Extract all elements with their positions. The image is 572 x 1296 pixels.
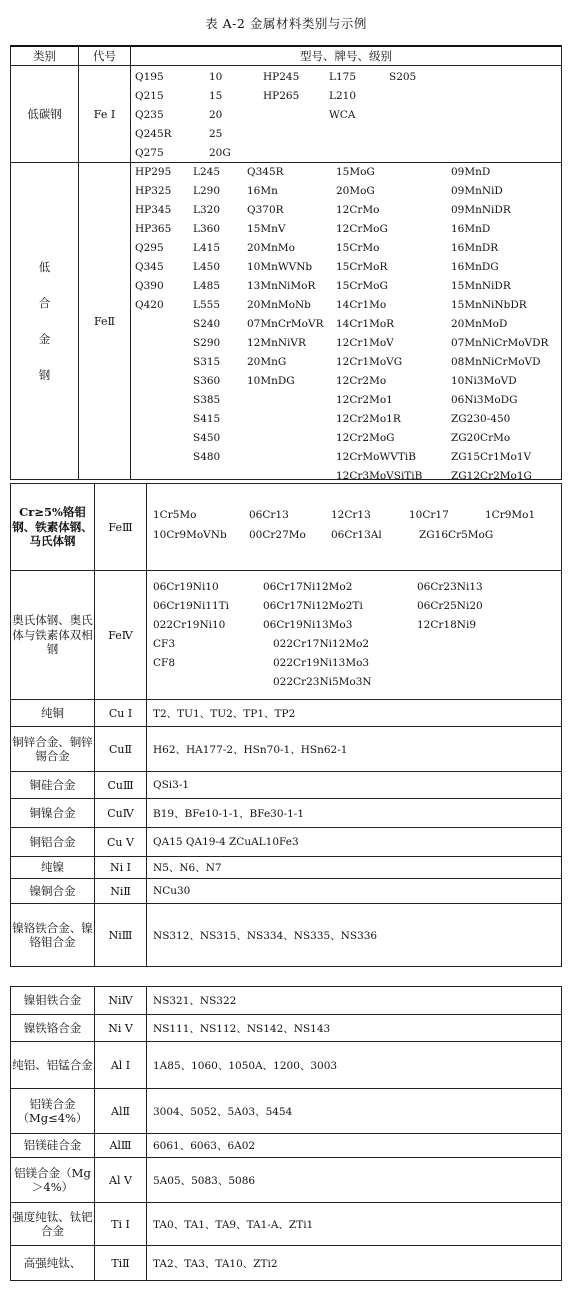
header-grades: 型号、牌号、级别 [131,46,562,66]
grades-cell [147,571,562,700]
grades-cell: QA15 QA19-4 ZCuAL10Fe3 [147,828,562,857]
grade-list: 06Cr23Ni13 06Cr25Ni20 12Cr18Ni9 [417,581,483,631]
grade-item: 12Cr13 [331,509,371,521]
table-row-fe3 [11,484,562,571]
code-cell: FeⅢ [95,484,147,571]
grade-item: 1Cr9Mo1 [485,509,536,521]
grade-item: 06Cr13 [249,509,289,521]
header-code: 代号 [79,46,131,66]
code-cell: FeⅣ [95,571,147,700]
code-cell: FeⅡ [79,163,131,480]
table-row: 铜硅合金 CuⅢ QSi3-1 [11,772,562,799]
grade-item: 10Cr17 [409,509,449,521]
grade-item: 00Cr27Mo [249,529,306,541]
table-caption: 表 A-2 金属材料类别与示例 [205,16,367,31]
grades-cell: 5A05、5083、5086 [147,1158,562,1203]
grades-cell [131,66,562,163]
table-row: 铝镁合金（Mg＞4%） Al Ⅴ 5A05、5083、5086 [11,1158,562,1203]
grades-cell: 6061、6063、6A02 [147,1134,562,1158]
table-row: 强度纯钛、钛钯合金 Ti Ⅰ TA0、TA1、TA9、TA1-A、ZTi1 [11,1203,562,1246]
grade-list: 10 15 20 25 20G [209,71,231,159]
table-row: 纯镍 Ni Ⅰ N5、N6、N7 [11,857,562,879]
code-cell: Fe I [79,66,131,163]
grade-list: L175 L210 WCA [329,71,357,121]
header-row [11,46,562,66]
grade-item: 06Cr13Al [331,529,382,541]
table-row: 镍钼铁合金 NiⅣ NS321、NS322 [11,987,562,1015]
table-row: 铜锌合金、铜锌锡合金 CuⅡ H62、HA177-2、HSn70-1、HSn62-1 [11,727,562,772]
grades-cell: H62、HA177-2、HSn70-1、HSn62-1 [147,727,562,772]
table-row: 高强纯钛、 TiⅡ TA2、TA3、TA10、ZTi2 [11,1246,562,1281]
materials-table-part1 [10,45,562,480]
table-row: 镍铬铁合金、镍铬钼合金 NiⅢ NS312、NS315、NS334、NS335、NS336 [11,904,562,967]
grades-cell: 3004、5052、5A03、5454 [147,1089,562,1134]
grade-list: 06Cr19Ni10 06Cr19Ni11Ti 022Cr19Ni10 CF3 CF8 [153,581,230,669]
materials-table-part2 [10,483,562,967]
table-row-fe4 [11,571,562,700]
grades-cell [147,484,562,571]
category-cell: 低 合 金 钢 [11,163,79,480]
materials-table-part3 [10,986,562,1281]
table-row: 铝镁合金（Mg≤4%） AlⅡ 3004、5052、5A03、5454 [11,1089,562,1134]
grade-list: 06Cr17Ni12Mo2 06Cr17Ni12Mo2Ti 06Cr19Ni13Mo3 [263,581,363,631]
grade-list: 15MoG 20MoG 12CrMo 12CrMoG 15CrMo 15CrMoR 15CrMoG 14Cr1Mo 14Cr1MoR 12Cr1MoV 12Cr1MoVG 12Cr2Mo 12Cr2Mo1 12Cr2Mo1R 12Cr2MoG 12CrMoWVTiB 12Cr3MoVSiTiB [336,166,423,482]
table-row: 铜镍合金 CuⅣ B19、BFe10-1-1、BFe30-1-1 [11,799,562,828]
header-category: 类别 [11,46,79,66]
grade-list: L245 L290 L320 L360 L415 L450 L485 L555 S240 S290 S315 S360 S385 S415 S450 S480 [193,166,221,463]
grade-item: 10Cr9MoVNb [153,529,227,541]
grade-list: 09MnD 09MnNiD 09MnNiDR 16MnD 16MnDR 16MnDG 15MnNiDR 15MnNiNbDR 20MnMoD 07MnNiCrMoVDR 08MnNiCrMoVD 10Ni3MoVD 06Ni3MoDG ZG230-450 ZG20CrMo ZG15Cr1Mo1V ZG12Cr2Mo1G [451,166,549,482]
grades-cell: 1A85、1060、1050A、1200、3003 [147,1042,562,1089]
grade-list: 022Cr17Ni12Mo2 022Cr19Ni13Mo3 022Cr23Ni5Mo3N [273,638,372,688]
table-row: 铜铝合金 Cu Ⅴ QA15 QA19-4 ZCuAL10Fe3 [11,828,562,857]
category-cell: Cr≥5%铬钼钢、铁素体钢、马氏体钢 [11,484,95,571]
grades-cell: TA0、TA1、TA9、TA1-A、ZTi1 [147,1203,562,1246]
grades-cell: B19、BFe10-1-1、BFe30-1-1 [147,799,562,828]
grades-cell: N5、N6、N7 [147,857,562,879]
table-row: 镍铜合金 NiⅡ NCu30 [11,879,562,904]
grades-cell: T2、TU1、TU2、TP1、TP2 [147,700,562,727]
grade-item: ZG16Cr5MoG [419,529,494,541]
table-row: 镍铁铬合金 Ni Ⅴ NS111、NS112、NS142、NS143 [11,1015,562,1042]
grades-cell: NS312、NS315、NS334、NS335、NS336 [147,904,562,967]
grade-list: HP245 HP265 [263,71,300,102]
table-row: 纯铝、铝锰合金 Al Ⅰ 1A85、1060、1050A、1200、3003 [11,1042,562,1089]
grades-cell: QSi3-1 [147,772,562,799]
grades-cell: NS321、NS322 [147,987,562,1015]
category-cell: 奥氏体钢、奥氏体与铁素体双相钢 [11,571,95,700]
grade-item: 1Cr5Mo [153,509,197,521]
table-row: 纯铜 Cu Ⅰ T2、TU1、TU2、TP1、TP2 [11,700,562,727]
grade-list: S205 [389,71,417,83]
table-row: 铝镁硅合金 AlⅢ 6061、6063、6A02 [11,1134,562,1158]
grade-list: HP295 HP325 HP345 HP365 Q295 Q345 Q390 Q420 [135,166,172,311]
grade-list: Q345R 16Mn Q370R 15MnV 20MnMo 10MnWVNb 13MnNiMoR 20MnMoNb 07MnCrMoVR 12MnNiVR 20MnG 10MnDG [247,166,324,387]
grades-cell: NS111、NS112、NS142、NS143 [147,1015,562,1042]
grade-list: Q195 Q215 Q235 Q245R Q275 [135,71,172,159]
grades-cell: TA2、TA3、TA10、ZTi2 [147,1246,562,1281]
table-row-fe1 [11,66,562,163]
grades-cell [131,163,562,480]
category-cell: 低碳钢 [11,66,79,163]
grades-cell: NCu30 [147,879,562,904]
table-row-fe2 [11,163,562,480]
